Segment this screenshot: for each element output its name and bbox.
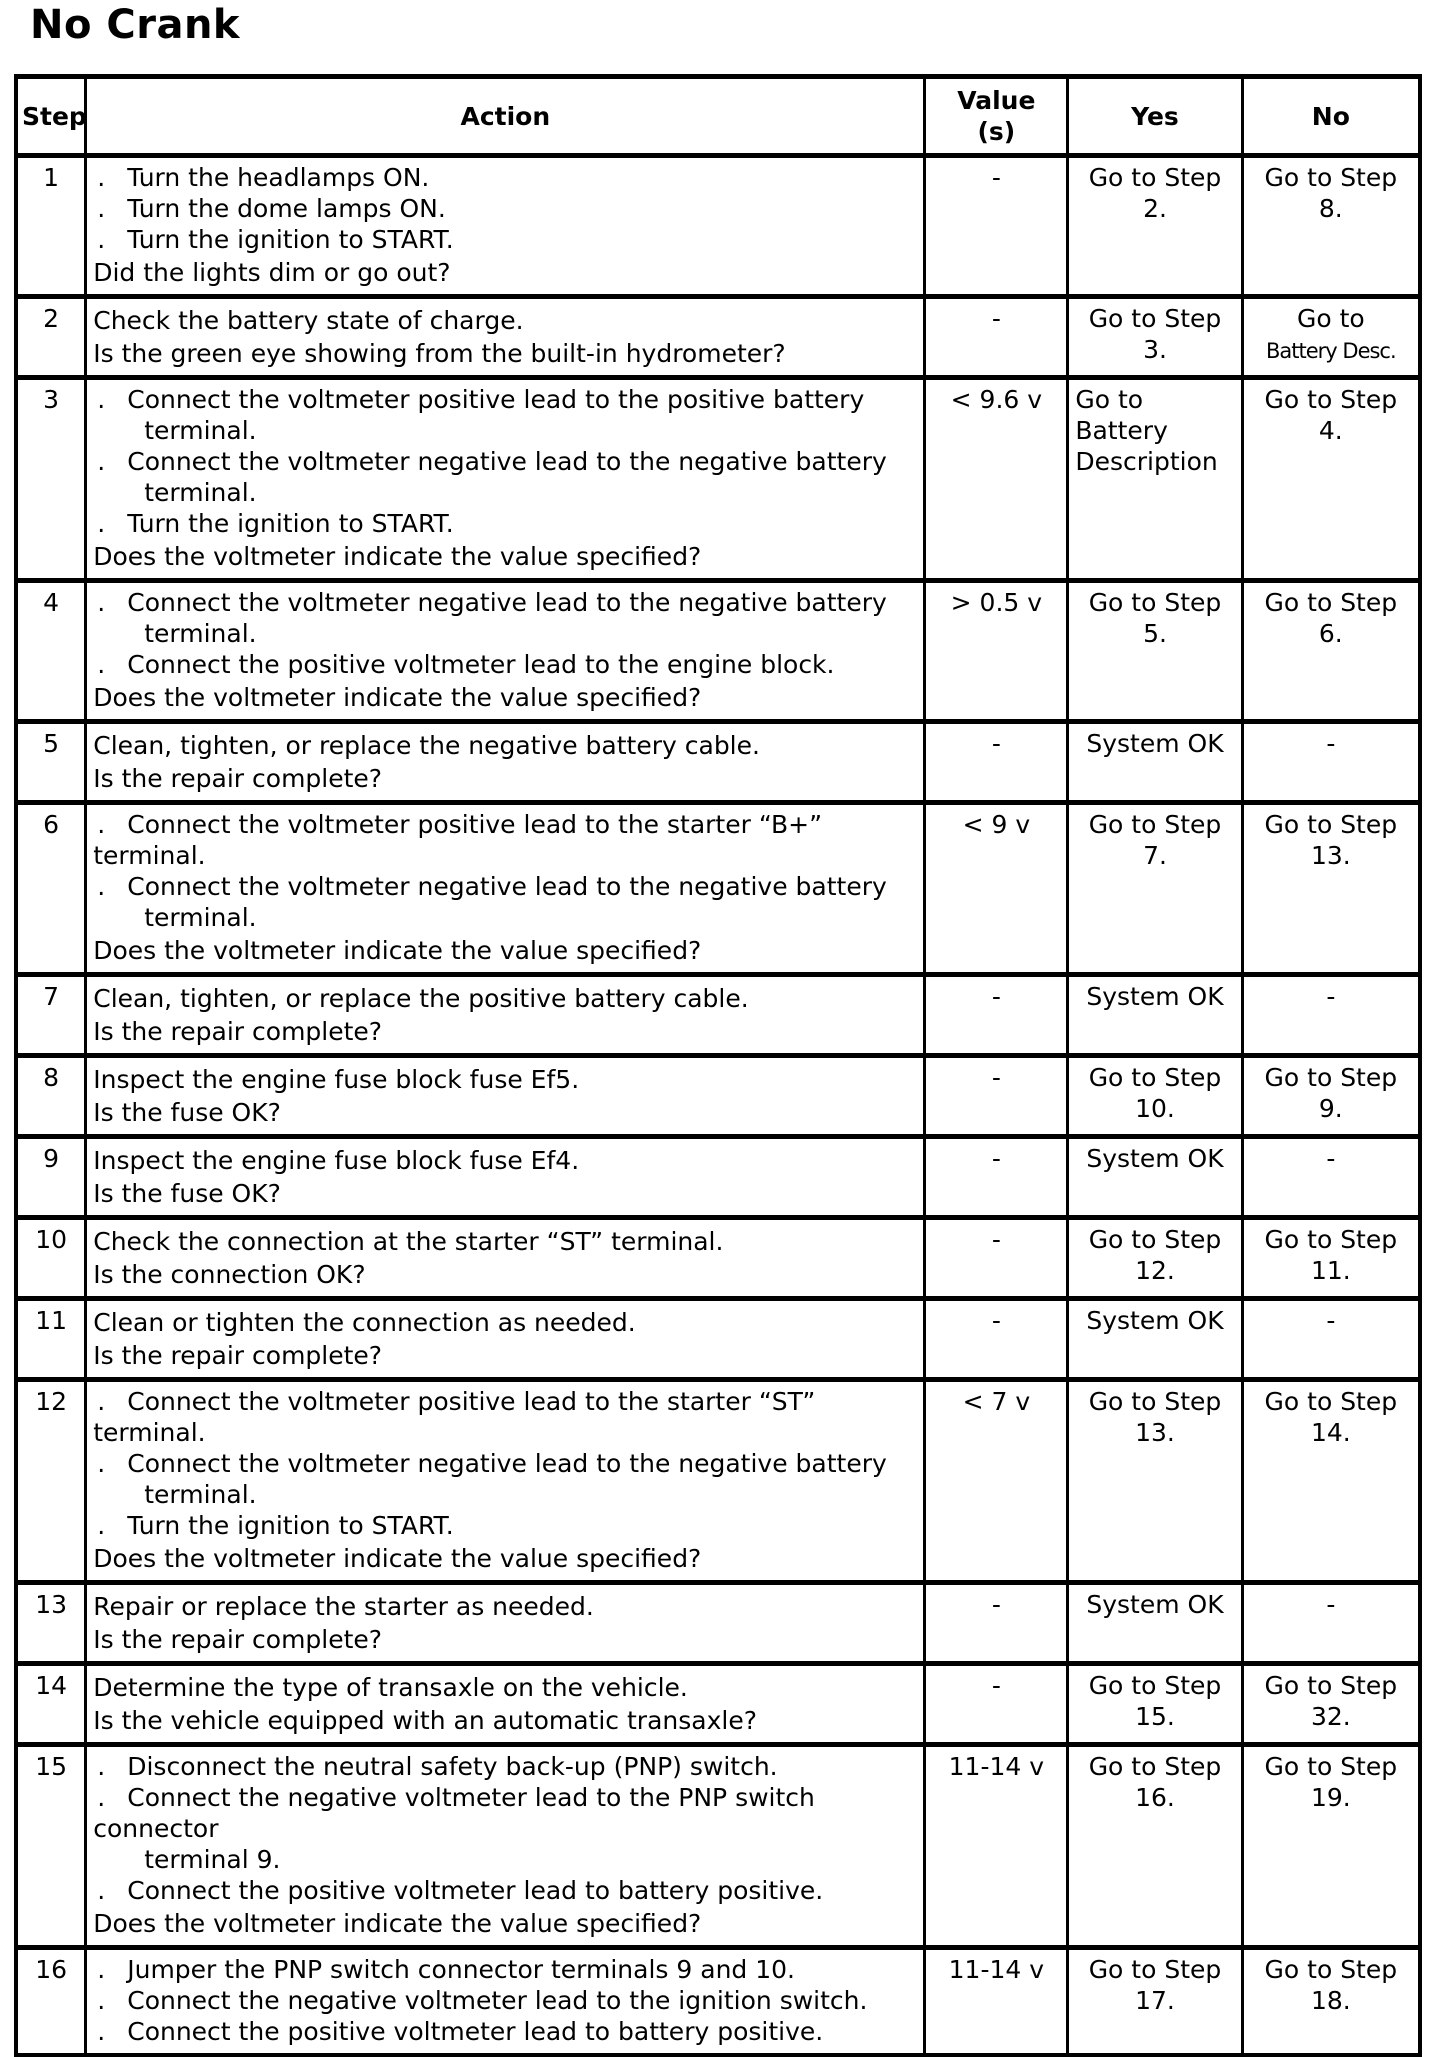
value-cell: - [925,1218,1068,1299]
action-question: Does the voltmeter indicate the value specified? [93,1909,702,1938]
no-text: Go to Step 13. [1264,810,1398,870]
action-bullet [93,1751,917,1782]
yes-cell: Go to Step 17. [1068,1948,1242,2056]
bullet-text: Connect the voltmeter positive lead to the starter “ST” terminal. [93,1387,816,1447]
table-row [16,1299,1420,1380]
no-cell [1242,1948,1420,2056]
no-text: Go to Step 19. [1264,1752,1398,1812]
yes-cell: Go to Step 2. [1068,156,1242,297]
bullet-dot: . [97,1387,106,1416]
action-question: Does the voltmeter indicate the value specified? [93,542,702,571]
action-cell [86,1380,925,1583]
no-text: - [1326,982,1336,1011]
no-cell [1242,722,1420,803]
step-number: 6 [16,803,86,975]
page-title: No Crank [30,2,241,48]
bullet-text: Connect the positive voltmeter lead to the engine block. [127,650,835,679]
action-question: Is the green eye showing from the built-in hydrometer? [93,339,786,368]
no-text: Go to Step 32. [1264,1671,1398,1731]
action-cell [86,803,925,975]
bullet-dot: . [97,194,106,223]
table-body [16,156,1420,2056]
table-row [16,1664,1420,1745]
step-number: 16 [16,1948,86,2056]
action-cell [86,1664,925,1745]
table-row [16,378,1420,581]
action-question: Does the voltmeter indicate the value specified? [93,1544,702,1573]
table-row [16,1380,1420,1583]
yes-cell: Go to Step 7. [1068,803,1242,975]
no-text: Go to Step 4. [1264,385,1398,445]
step-number: 2 [16,297,86,378]
yes-cell: Go to Battery Description [1068,378,1242,581]
no-text: Go to [1296,304,1365,333]
action-bullet [93,224,917,255]
bullet-text: Turn the ignition to START. [127,225,454,254]
bullet-dot: . [97,163,106,192]
bullet-text: Connect the voltmeter negative lead to the negative battery [127,1449,887,1478]
bullet-dot: . [97,225,106,254]
bullet-dot: . [97,588,106,617]
action-question: Did the lights dim or go out? [93,258,451,287]
table-row [16,1056,1420,1137]
header-yes: Yes [1068,77,1242,156]
action-bullet [93,1782,917,1875]
action-line: Inspect the engine fuse block fuse Ef4. [93,1146,580,1175]
bullet-dot: . [97,447,106,476]
no-cell [1242,1137,1420,1218]
no-cell [1242,1056,1420,1137]
yes-cell: System OK [1068,1299,1242,1380]
yes-cell: Go to Step 3. [1068,297,1242,378]
bullet-text: Connect the voltmeter positive lead to the positive battery [127,385,865,414]
action-bullet [93,587,917,649]
table-row [16,1745,1420,1948]
no-cell [1242,1583,1420,1664]
action-bullet [93,162,917,193]
bullet-text: Turn the headlamps ON. [127,163,430,192]
table-row [16,1218,1420,1299]
step-number: 15 [16,1745,86,1948]
yes-cell: Go to Step 5. [1068,581,1242,722]
yes-cell: Go to Step 15. [1068,1664,1242,1745]
no-text: - [1326,729,1336,758]
table-row [16,1583,1420,1664]
value-cell: > 0.5 v [925,581,1068,722]
no-cell [1242,156,1420,297]
bullet-continuation: terminal. [144,1480,257,1509]
table-row [16,975,1420,1056]
bullet-dot: . [97,2017,106,2046]
action-question: Is the fuse OK? [93,1098,281,1127]
action-bullet [93,193,917,224]
bullet-dot: . [97,1511,106,1540]
no-cell [1242,1218,1420,1299]
table-row [16,1137,1420,1218]
value-cell: - [925,1056,1068,1137]
no-cell [1242,581,1420,722]
no-text: Go to Step 18. [1264,1955,1398,2015]
step-number: 1 [16,156,86,297]
step-number: 11 [16,1299,86,1380]
header-step: Step [16,77,86,156]
action-line: Clean or tighten the connection as needed. [93,1308,636,1337]
bullet-dot: . [97,385,106,414]
yes-cell: System OK [1068,722,1242,803]
action-question: Does the voltmeter indicate the value specified? [93,683,702,712]
action-question: Is the repair complete? [93,1341,383,1370]
yes-cell: Go to Step 13. [1068,1380,1242,1583]
table-header-row [16,77,1420,156]
header-value [925,77,1068,156]
action-cell [86,1218,925,1299]
yes-cell: Go to Step 10. [1068,1056,1242,1137]
value-cell: - [925,297,1068,378]
bullet-dot: . [97,1783,106,1812]
action-question: Is the repair complete? [93,1625,383,1654]
bullet-dot: . [97,872,106,901]
step-number: 3 [16,378,86,581]
table-row [16,1948,1420,2056]
value-cell: - [925,1137,1068,1218]
action-bullet [93,384,917,446]
action-bullet [93,1875,917,1906]
action-cell [86,378,925,581]
action-question: Is the repair complete? [93,1017,383,1046]
no-cell [1242,1299,1420,1380]
bullet-text: Connect the voltmeter positive lead to the starter “B+” terminal. [93,810,823,870]
step-number: 13 [16,1583,86,1664]
action-line: Clean, tighten, or replace the negative battery cable. [93,731,760,760]
no-cell [1242,975,1420,1056]
action-bullet [93,508,917,539]
step-number: 12 [16,1380,86,1583]
bullet-text: Connect the negative voltmeter lead to the PNP switch connector [93,1783,815,1843]
step-number: 8 [16,1056,86,1137]
action-cell [86,1299,925,1380]
yes-cell: Go to Step 12. [1068,1218,1242,1299]
action-cell [86,1137,925,1218]
header-no: No [1242,77,1420,156]
bullet-continuation: terminal 9. [144,1845,281,1874]
value-cell: 11-14 v [925,1948,1068,2056]
action-bullet [93,809,917,871]
no-text: Go to Step 8. [1264,163,1398,223]
bullet-continuation: terminal. [144,903,257,932]
bullet-text: Disconnect the neutral safety back-up (PNP) switch. [127,1752,778,1781]
bullet-text: Connect the negative voltmeter lead to the ignition switch. [127,1986,868,2015]
bullet-text: Connect the positive voltmeter lead to battery positive. [127,1876,824,1905]
bullet-continuation: terminal. [144,416,257,445]
action-cell [86,722,925,803]
bullet-continuation: terminal. [144,619,257,648]
no-cell [1242,803,1420,975]
action-bullet [93,1954,917,1985]
no-cell [1242,1380,1420,1583]
value-cell: - [925,722,1068,803]
action-question: Does the voltmeter indicate the value specified? [93,936,702,965]
bullet-text: Jumper the PNP switch connector terminals 9 and 10. [127,1955,795,1984]
table-row [16,156,1420,297]
value-cell: 11-14 v [925,1745,1068,1948]
bullet-text: Connect the voltmeter negative lead to the negative battery [127,588,887,617]
table-row [16,803,1420,975]
table-row [16,297,1420,378]
yes-cell: System OK [1068,1137,1242,1218]
action-line: Check the battery state of charge. [93,306,524,335]
value-cell: - [925,1299,1068,1380]
procedure-table [14,74,1422,2057]
no-text: Go to Step 14. [1264,1387,1398,1447]
action-bullet [93,2016,917,2047]
no-text: Go to Step 6. [1264,588,1398,648]
yes-cell: System OK [1068,975,1242,1056]
no-text: Go to Step 9. [1264,1063,1398,1123]
bullet-text: Connect the voltmeter negative lead to the negative battery [127,872,887,901]
action-bullet [93,1510,917,1541]
action-bullet [93,1985,917,2016]
bullet-dot: . [97,1986,106,2015]
bullet-dot: . [97,509,106,538]
header-action: Action [86,77,925,156]
no-text: Go to Step 11. [1264,1225,1398,1285]
no-cell [1242,297,1420,378]
bullet-dot: . [97,650,106,679]
no-cell [1242,1664,1420,1745]
yes-cell: Go to Step 16. [1068,1745,1242,1948]
action-cell [86,156,925,297]
bullet-text: Turn the ignition to START. [127,509,454,538]
action-cell [86,1583,925,1664]
value-cell: < 9 v [925,803,1068,975]
step-number: 14 [16,1664,86,1745]
action-cell [86,581,925,722]
value-cell: - [925,975,1068,1056]
step-number: 7 [16,975,86,1056]
no-text: - [1326,1144,1336,1173]
bullet-dot: . [97,1876,106,1905]
action-cell [86,1745,925,1948]
bullet-continuation: terminal. [144,478,257,507]
no-text: - [1326,1590,1336,1619]
action-cell [86,975,925,1056]
step-number: 10 [16,1218,86,1299]
action-line: Clean, tighten, or replace the positive battery cable. [93,984,749,1013]
no-text-small: Battery Desc. [1266,339,1396,363]
action-bullet [93,1448,917,1510]
yes-cell: System OK [1068,1583,1242,1664]
action-question: Is the fuse OK? [93,1179,281,1208]
bullet-dot: . [97,1955,106,1984]
value-cell: - [925,1583,1068,1664]
action-line: Repair or replace the starter as needed. [93,1592,594,1621]
bullet-text: Connect the voltmeter negative lead to the negative battery [127,447,887,476]
bullet-text: Turn the ignition to START. [127,1511,454,1540]
no-text: - [1326,1306,1336,1335]
action-bullet [93,1386,917,1448]
bullet-text: Connect the positive voltmeter lead to battery positive. [127,2017,824,2046]
action-cell [86,297,925,378]
header-value-bottom: (s) [977,117,1016,146]
action-bullet [93,649,917,680]
bullet-dot: . [97,1449,106,1478]
table-row [16,581,1420,722]
header-value-top: Value [957,86,1036,115]
bullet-text: Turn the dome lamps ON. [127,194,446,223]
action-cell [86,1056,925,1137]
bullet-dot: . [97,1752,106,1781]
table-row [16,722,1420,803]
value-cell: - [925,156,1068,297]
value-cell: < 7 v [925,1380,1068,1583]
action-question: Is the vehicle equipped with an automatic transaxle? [93,1706,757,1735]
step-number: 5 [16,722,86,803]
no-cell [1242,378,1420,581]
action-cell [86,1948,925,2056]
action-line: Inspect the engine fuse block fuse Ef5. [93,1065,580,1094]
step-number: 4 [16,581,86,722]
action-bullet [93,446,917,508]
bullet-dot: . [97,810,106,839]
step-number: 9 [16,1137,86,1218]
action-bullet [93,871,917,933]
action-question: Is the connection OK? [93,1260,366,1289]
action-question: Is the repair complete? [93,764,383,793]
value-cell: - [925,1664,1068,1745]
action-line: Check the connection at the starter “ST” terminal. [93,1227,724,1256]
action-line: Determine the type of transaxle on the vehicle. [93,1673,688,1702]
value-cell: < 9.6 v [925,378,1068,581]
no-cell [1242,1745,1420,1948]
